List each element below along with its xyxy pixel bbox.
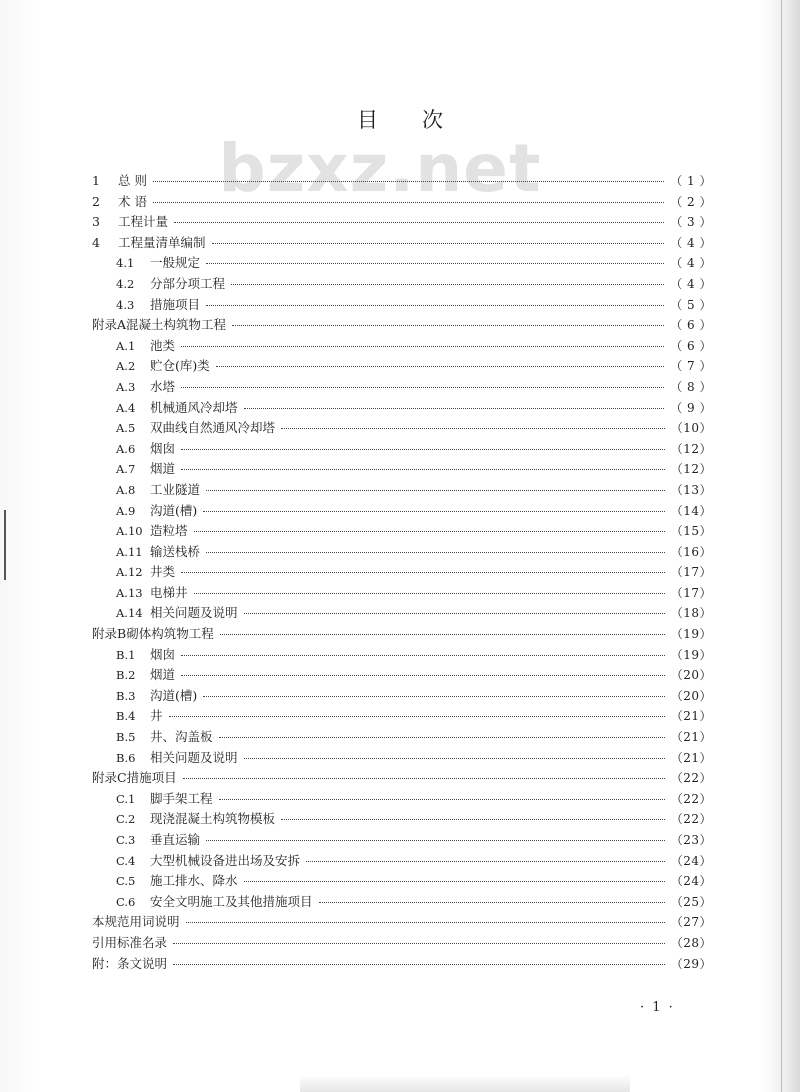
toc-dot-leader	[174, 212, 664, 223]
toc-dot-leader	[153, 171, 664, 182]
toc-entry-page: （28）	[670, 935, 712, 950]
toc-entry-number: 3	[92, 214, 100, 230]
toc-entry-number: B.2	[116, 668, 136, 683]
toc-entry-page: （21）	[670, 730, 712, 745]
toc-entry[interactable]	[92, 809, 712, 830]
toc-entry-page: （20）	[670, 688, 712, 703]
toc-dot-leader	[281, 809, 665, 820]
toc-entry[interactable]	[92, 912, 712, 933]
toc-entry-number: A.1	[116, 338, 136, 353]
toc-entry-page: （12）	[670, 441, 712, 456]
toc-entry-title: 工程计量	[118, 214, 169, 230]
toc-entry[interactable]	[92, 583, 712, 604]
toc-entry-page: （ 5 ）	[670, 297, 712, 312]
toc-dot-leader	[153, 192, 664, 203]
toc-entry[interactable]	[92, 933, 712, 954]
toc-dot-leader	[173, 954, 665, 965]
toc-entry-page: （ 6 ）	[670, 338, 712, 353]
toc-entry[interactable]	[92, 418, 712, 439]
toc-entry-title: 附：条文说明	[92, 955, 168, 971]
page-right-edge	[781, 0, 782, 1092]
toc-dot-leader	[244, 748, 665, 759]
toc-entry[interactable]	[92, 665, 712, 686]
toc-entry-number: C.4	[116, 853, 136, 868]
toc-entry-title: 沟道(槽)	[150, 687, 198, 703]
toc-entry-title: 安全文明施工及其他措施项目	[150, 893, 313, 909]
toc-entry-page: （19）	[670, 627, 712, 642]
toc-entry[interactable]	[92, 171, 712, 192]
toc-entry[interactable]	[92, 830, 712, 851]
toc-entry[interactable]	[92, 789, 712, 810]
toc-entry[interactable]	[92, 603, 712, 624]
toc-dot-leader	[181, 562, 665, 573]
toc-entry-title: 分部分项工程	[150, 275, 226, 291]
toc-entry-title: 总 则	[118, 173, 147, 188]
toc-entry[interactable]	[92, 748, 712, 769]
toc-entry[interactable]	[92, 315, 712, 336]
toc-entry-title: 电梯井	[150, 584, 188, 600]
toc-entry[interactable]	[92, 480, 712, 501]
toc-dot-leader	[212, 233, 665, 244]
toc-entry-page: （ 4 ）	[670, 235, 712, 250]
toc-entry-number: B.4	[116, 709, 136, 724]
toc-entry[interactable]	[92, 459, 712, 480]
page-title	[0, 104, 800, 134]
toc-dot-leader	[181, 336, 664, 347]
toc-entry-page: （22）	[670, 771, 712, 786]
toc-entry-number: 附录C	[92, 770, 127, 786]
toc-entry-number: C.5	[116, 874, 136, 889]
toc-entry-title: 双曲线自然通风冷却塔	[150, 420, 276, 436]
toc-entry[interactable]	[92, 336, 712, 357]
toc-entry-number: A.13	[116, 585, 143, 600]
toc-entry-page: （14）	[670, 503, 712, 518]
toc-dot-leader	[219, 789, 665, 800]
toc-entry-title: 工业隧道	[150, 481, 201, 497]
toc-entry-page: （15）	[670, 524, 712, 539]
toc-entry[interactable]	[92, 233, 712, 254]
toc-entry[interactable]	[92, 521, 712, 542]
toc-entry-page: （21）	[670, 750, 712, 765]
toc-entry-page: （ 1 ）	[670, 174, 712, 188]
toc-dot-leader	[220, 624, 665, 635]
toc-dot-leader	[206, 542, 665, 553]
toc-entry-number: 1	[92, 173, 100, 188]
toc-entry-page: （21）	[670, 709, 712, 724]
toc-entry-page: （12）	[670, 462, 712, 477]
toc-entry-page: （ 6 ）	[670, 318, 712, 333]
toc-entry[interactable]	[92, 727, 712, 748]
toc-entry-number: A.8	[116, 482, 136, 497]
toc-dot-leader	[306, 851, 665, 862]
toc-dot-leader	[244, 398, 665, 409]
toc-entry-number: 4.1	[116, 256, 135, 271]
toc-entry-page: （18）	[670, 606, 712, 621]
toc-entry-title: 相关问题及说明	[150, 749, 238, 765]
toc-entry[interactable]	[92, 439, 712, 460]
toc-entry-page: （16）	[670, 544, 712, 559]
toc-entry-title: 井类	[150, 564, 176, 580]
toc-entry[interactable]	[92, 645, 712, 666]
toc-entry-page: （ 8 ）	[670, 379, 712, 394]
toc-entry-title: 造粒塔	[150, 523, 188, 539]
toc-entry[interactable]	[92, 851, 712, 872]
toc-dot-leader	[319, 892, 665, 903]
toc-entry-title: 相关问题及说明	[150, 605, 238, 621]
toc-entry-title: 输送栈桥	[150, 543, 201, 559]
toc-dot-leader	[206, 295, 664, 306]
toc-entry-page: （13）	[670, 482, 712, 497]
toc-entry-page: （ 4 ）	[670, 256, 712, 271]
toc-entry-title: 砌体构筑物工程	[126, 626, 214, 642]
toc-entry-number: A.12	[116, 565, 143, 580]
toc-entry[interactable]	[92, 192, 712, 213]
toc-dot-leader	[232, 315, 664, 326]
bottom-scan-shadow	[300, 1075, 630, 1092]
toc-entry-number: C.6	[116, 894, 136, 909]
toc-entry-page: （27）	[670, 915, 712, 930]
toc-entry-number: 附录A	[92, 317, 127, 333]
toc-entry[interactable]	[92, 768, 712, 789]
toc-entry-number: B.6	[116, 750, 136, 765]
toc-dot-leader	[203, 501, 664, 512]
toc-dot-leader	[183, 768, 665, 779]
toc-entry-page: （25）	[670, 894, 712, 909]
toc-entry-number: B.5	[116, 730, 136, 745]
toc-dot-leader	[231, 274, 664, 285]
toc-entry[interactable]	[92, 253, 712, 274]
toc-entry-number: 附录B	[92, 626, 127, 642]
toc-entry-title: 大型机械设备进出场及安拆	[150, 852, 301, 868]
toc-dot-leader	[203, 686, 664, 697]
toc-entry[interactable]	[92, 274, 712, 295]
toc-entry[interactable]	[92, 871, 712, 892]
toc-entry-number: A.3	[116, 379, 136, 394]
toc-entry-number: 4.3	[116, 297, 135, 312]
toc-entry-page: （23）	[670, 833, 712, 847]
toc-entry-title: 垂直运输	[150, 832, 201, 847]
toc-entry-title: 烟道	[150, 461, 176, 477]
toc-entry-page: （29）	[670, 956, 712, 971]
toc-dot-leader	[181, 439, 665, 450]
toc-dot-leader	[244, 603, 665, 614]
toc-entry-title: 一般规定	[150, 255, 201, 271]
toc-dot-leader	[206, 253, 664, 264]
toc-dot-leader	[186, 912, 665, 923]
toc-dot-leader	[181, 645, 665, 656]
toc-entry-title: 井	[150, 708, 163, 724]
toc-entry-page: （17）	[670, 585, 712, 600]
toc-entry-title: 池类	[150, 337, 176, 353]
toc-dot-leader	[244, 871, 665, 882]
toc-entry-number: A.11	[116, 544, 143, 559]
toc-entry-page: （20）	[670, 668, 712, 683]
toc-entry[interactable]	[92, 295, 712, 316]
toc-entry[interactable]	[92, 356, 712, 377]
toc-entry[interactable]	[92, 686, 712, 707]
toc-entry-title: 机械通风冷却塔	[150, 399, 238, 415]
toc-entry-page: （ 3 ）	[670, 215, 712, 230]
toc-entry-number: A.2	[116, 359, 136, 374]
toc-entry-title: 沟道(槽)	[150, 502, 198, 518]
toc-entry-title: 引用标准名录	[92, 934, 168, 950]
toc-entry-page: （22）	[670, 812, 712, 827]
toc-entry-page: （17）	[670, 565, 712, 580]
toc-dot-leader	[206, 830, 665, 841]
toc-entry[interactable]	[92, 212, 712, 233]
toc-entry-number: B.1	[116, 647, 136, 662]
page-title-char-2: 次	[422, 108, 443, 132]
toc-entry-title: 烟囱	[150, 440, 176, 456]
watermark: bzxz.net	[218, 130, 542, 207]
toc-entry-page: （ 7 ）	[670, 359, 712, 374]
toc-entry-title: 贮仓(库)类	[150, 358, 210, 374]
toc-entry-number: C.1	[116, 791, 136, 806]
toc-entry-title: 混凝土构筑物工程	[126, 317, 227, 333]
toc-entry-title: 现浇混凝土构筑物模板	[150, 811, 276, 827]
toc-entry-page: （24）	[670, 853, 712, 868]
toc-entry[interactable]	[92, 398, 712, 419]
toc-entry-number: A.6	[116, 441, 136, 456]
toc-entry-number: A.4	[116, 400, 136, 415]
toc-entry[interactable]	[92, 892, 712, 913]
toc-entry-number: C.2	[116, 812, 136, 827]
toc-dot-leader	[194, 521, 665, 532]
toc-entry-number: A.9	[116, 503, 136, 518]
toc-entry-title: 水塔	[150, 378, 176, 394]
toc-entry-page: （19）	[670, 647, 712, 662]
toc-entry-number: 2	[92, 193, 100, 209]
toc-dot-leader	[181, 665, 665, 676]
toc-dot-leader	[169, 706, 665, 717]
toc-entry-number: A.5	[116, 421, 136, 436]
toc-entry[interactable]	[92, 501, 712, 522]
binding-edge-mark	[4, 510, 6, 580]
toc-entry-title: 术 语	[118, 193, 147, 209]
toc-dot-leader	[281, 418, 665, 429]
toc-entry-title: 措施项目	[150, 296, 201, 312]
toc-entry-title: 脚手架工程	[150, 790, 213, 806]
toc-entry-title: 工程量清单编制	[118, 234, 206, 250]
toc-dot-leader	[181, 459, 665, 470]
toc-entry[interactable]	[92, 624, 712, 645]
toc-dot-leader	[181, 377, 664, 388]
page-title-char-1: 目	[357, 108, 378, 132]
table-of-contents	[92, 171, 712, 974]
toc-entry[interactable]	[92, 706, 712, 727]
toc-entry-number: A.14	[116, 606, 143, 621]
toc-entry-page: （24）	[670, 874, 712, 889]
toc-dot-leader	[194, 583, 665, 594]
toc-entry-number: A.7	[116, 462, 136, 477]
toc-entry-page: （ 4 ）	[670, 276, 712, 291]
toc-entry-number: A.10	[116, 524, 143, 539]
toc-entry-page: （10）	[670, 421, 712, 436]
toc-entry-title: 措施项目	[126, 770, 177, 786]
toc-entry-number: 4	[92, 234, 100, 250]
toc-entry-title: 烟道	[150, 667, 176, 683]
toc-dot-leader	[216, 356, 664, 367]
toc-entry-page: （ 9 ）	[670, 400, 712, 415]
toc-dot-leader	[173, 933, 665, 944]
toc-entry-number: B.3	[116, 688, 136, 703]
toc-dot-leader	[219, 727, 665, 738]
toc-entry-page: （22）	[670, 791, 712, 806]
toc-entry[interactable]	[92, 542, 712, 563]
toc-dot-leader	[206, 480, 665, 491]
toc-entry-title: 烟囱	[150, 646, 176, 662]
toc-entry[interactable]	[92, 562, 712, 583]
toc-entry-title: 本规范用词说明	[92, 914, 180, 930]
toc-entry[interactable]	[92, 377, 712, 398]
toc-entry-number: C.3	[116, 833, 136, 847]
toc-entry-number: 4.2	[116, 276, 135, 291]
toc-entry[interactable]	[92, 954, 712, 975]
toc-entry-title: 井、沟盖板	[150, 729, 213, 745]
page-number: · 1 ·	[640, 1000, 675, 1015]
toc-entry-page: （ 2 ）	[670, 194, 712, 209]
toc-entry-title: 施工排水、降水	[150, 873, 238, 889]
